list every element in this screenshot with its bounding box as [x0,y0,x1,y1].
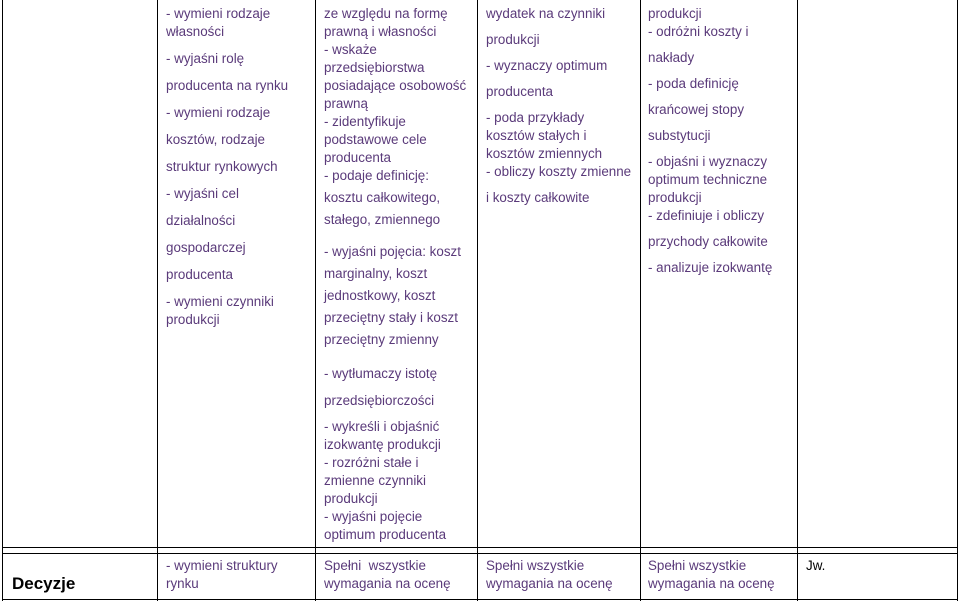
text-line: - odróżni koszty i [648,24,749,39]
text-line: krańcowej stopy [648,102,745,117]
table-border-bottom [2,599,958,600]
text-line: wymagania na ocenę [486,576,613,591]
text-line: - podaje definicję: [324,168,429,183]
text-line: Spełni wszystkie [648,558,747,573]
text-line: - wyznaczy optimum [486,58,608,73]
text-line: rynku [166,576,199,591]
bottom-cell-3 [486,557,613,593]
text-line: kosztów, rodzaje [166,132,265,147]
text-line: - poda definicję [648,76,739,91]
text-line: optimum producenta [324,527,447,542]
text-line: przeciętny zmienny [324,332,439,347]
text-line: kosztów stałych i [486,128,587,143]
text-line: - wskaże [324,42,377,57]
col4-cell [648,5,772,277]
text-line: - wyjaśni pojęcie [324,509,423,524]
text-line: produkcji [166,312,220,327]
text-line: - zidentyfikuje [324,114,406,129]
text-line: produkcji [324,491,378,506]
text-line: posiadające osobowość [324,78,467,93]
text-line: - wyjaśni rolę [166,51,245,66]
text-line: prawną [324,96,368,111]
text-line: wymagania na ocenę [648,576,775,591]
bottom-cell-2 [324,557,451,593]
text-line: podstawowe cele [324,132,427,147]
col1-cell [166,5,288,329]
text-line: - wymieni rodzaje [166,6,271,21]
text-line: - obliczy koszty zmienne [486,164,632,179]
text-line: własności [166,24,225,39]
table-border-left [2,0,3,601]
text-line: izokwantę produkcji [324,437,441,452]
text-line: przedsiębiorczości [324,393,435,408]
text-line: struktur rynkowych [166,159,278,174]
row-divider [2,547,958,548]
bottom-cell-5: Jw. [806,558,826,573]
text-line: substytucji [648,128,711,143]
text-line: producenta [324,150,392,165]
column-divider-2 [315,0,316,601]
text-line: i koszty całkowite [486,190,590,205]
text-line: Spełni wszystkie [324,558,426,573]
text-line: producenta [486,84,554,99]
text-line: przeciętny stały i koszt [324,310,458,325]
text-line: - zdefiniuje i obliczy [648,208,765,223]
text-line: ze względu na formę [324,6,448,21]
text-line: prawną i własności [324,24,437,39]
text-line: - rozróżni stałe i [324,455,419,470]
text-line: - objaśni i wyznaczy [648,154,768,169]
text-line: - wykreśli i objaśnić [324,419,440,434]
bottom-cell-1 [166,557,278,593]
text-line: przychody całkowite [648,234,768,249]
text-line: produkcji [486,32,540,47]
text-line: przedsiębiorstwa [324,60,425,75]
column-divider-3 [477,0,478,601]
table-border-right [957,0,958,601]
text-line: - wytłumaczy istotę [324,366,438,381]
text-line: kosztów zmiennych [486,146,603,161]
text-line: producenta na rynku [166,78,289,93]
text-line: - wyjaśni cel [166,186,239,201]
text-line: nakłady [648,50,695,65]
text-line: - analizuje izokwantę [648,260,773,275]
text-line: producenta [166,267,234,282]
text-line: wymagania na ocenę [324,576,451,591]
text-line: wydatek na czynniki [486,6,606,21]
text-line: produkcji [648,6,702,21]
text-line: - wyjaśni pojęcia: koszt [324,244,461,259]
text-line: - wymieni rodzaje [166,105,271,120]
col3-cell [486,5,631,207]
text-line: - wymieni struktury [166,558,278,573]
text-line: kosztu całkowitego, [324,190,441,205]
column-divider-5 [797,0,798,601]
text-line: jednostkowy, koszt [324,288,436,303]
text-line: marginalny, koszt [324,266,428,281]
text-line: produkcji [648,190,702,205]
column-divider-1 [157,0,158,601]
text-line: optimum techniczne [648,172,768,187]
bottom-cell-4 [648,557,775,593]
text-line: działalności [166,213,236,228]
text-line: zmienne czynniki [324,473,426,488]
row-label-decyzje: Decyzje [12,574,76,593]
col2-cell [324,5,466,544]
text-line: - poda przykłady [486,110,585,125]
column-divider-4 [640,0,641,601]
row-divider-double [2,553,958,554]
text-line: stałego, zmiennego [324,212,441,227]
text-line: gospodarczej [166,240,246,255]
text-line: Spełni wszystkie [486,558,585,573]
text-line: - wymieni czynniki [166,294,274,309]
